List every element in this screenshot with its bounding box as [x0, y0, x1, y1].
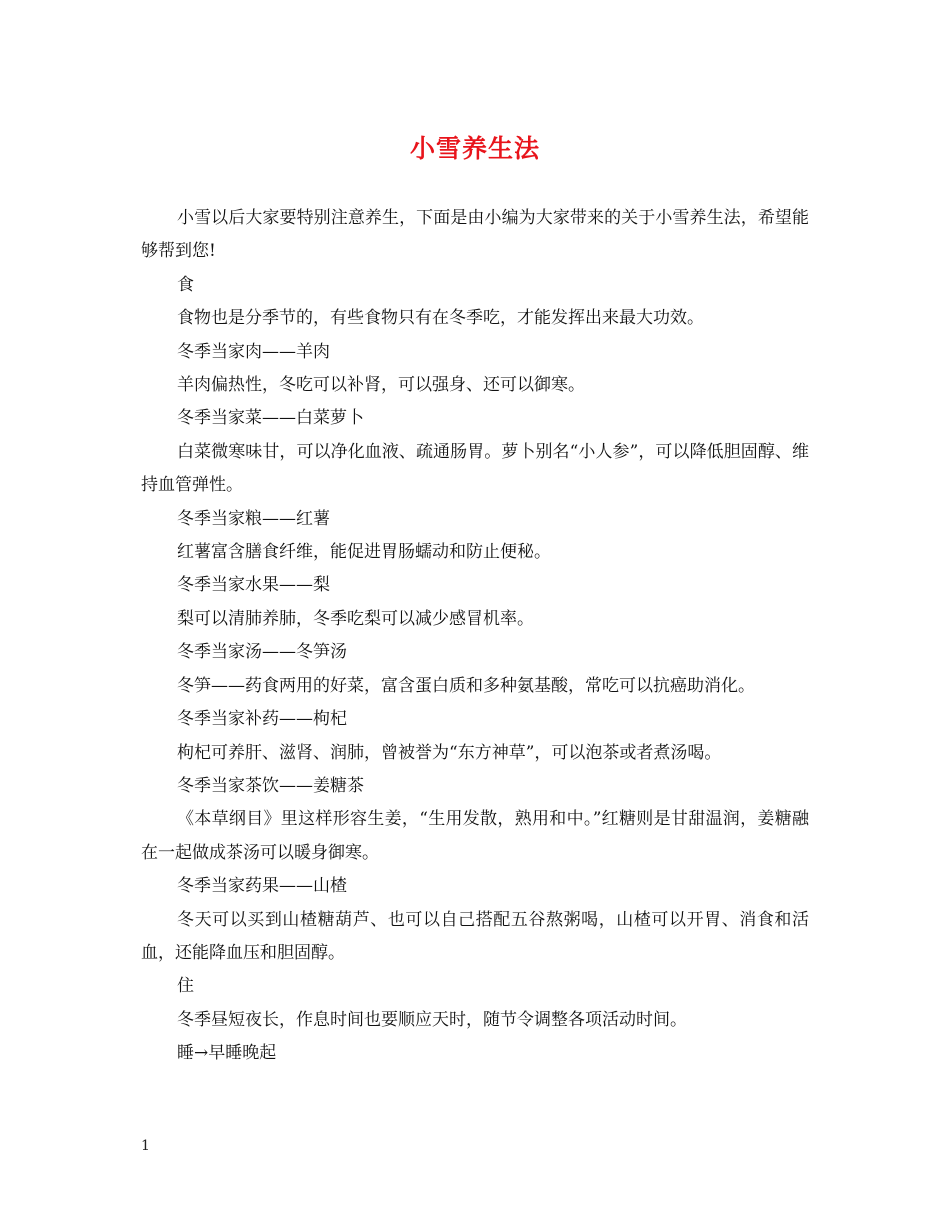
subheading-grain: 冬季当家粮——红薯 [177, 508, 330, 529]
subheading-soup: 冬季当家汤——冬笋汤 [177, 642, 347, 663]
document-body [141, 202, 809, 1071]
paragraph: 冬天可以买到山楂糖葫芦、也可以自己搭配五谷熬粥喝，山楂可以开胃、消食和活血，还能降血压和胆固醇。 [141, 909, 809, 963]
subheading-medicinal-fruit: 冬季当家药果——山楂 [177, 876, 347, 897]
paragraph: 枸杞可养肝、滋肾、润肺，曾被誉为“东方神草”，可以泡茶或者煮汤喝。 [177, 742, 722, 763]
subheading-meat: 冬季当家肉——羊肉 [177, 341, 330, 362]
intro-paragraph: 小雪以后大家要特别注意养生，下面是由小编为大家带来的关于小雪养生法，希望能够帮到您! [141, 208, 809, 262]
paragraph: 红薯富含膳食纤维，能促进胃肠蠕动和防止便秘。 [177, 542, 551, 563]
paragraph: 冬笋——药食两用的好菜，富含蛋白质和多种氨基酸，常吃可以抗癌助消化。 [177, 675, 755, 696]
section-heading-food: 食 [177, 274, 194, 295]
section-heading-living: 住 [177, 976, 194, 997]
subheading-tonic: 冬季当家补药——枸杞 [177, 709, 347, 730]
document-title: 小雪养生法 [409, 134, 540, 163]
paragraph: 梨可以清肺养肺，冬季吃梨可以减少感冒机率。 [177, 608, 534, 629]
page-number: 1 [141, 1138, 150, 1154]
paragraph: 《本草纲目》里这样形容生姜，“生用发散，熟用和中。”红糖则是甘甜温润，姜糖融在一起做成茶汤可以暖身御寒。 [141, 809, 809, 863]
paragraph: 白菜微寒味甘，可以净化血液、疏通肠胃。萝卜别名“小人参”，可以降低胆固醇、维持血管弹性。 [141, 441, 809, 496]
paragraph: 冬季昼短夜长，作息时间也要顺应天时，随节令调整各项活动时间。 [177, 1009, 687, 1030]
subheading-tea: 冬季当家茶饮——姜糖茶 [177, 775, 364, 796]
subheading-vegetable: 冬季当家菜——白菜萝卜 [177, 408, 364, 429]
subheading-fruit: 冬季当家水果——梨 [177, 575, 330, 596]
paragraph: 羊肉偏热性，冬吃可以补肾，可以强身、还可以御寒。 [177, 375, 585, 396]
paragraph: 食物也是分季节的，有些食物只有在冬季吃，才能发挥出来最大功效。 [177, 308, 704, 329]
subheading-sleep: 睡→早睡晚起 [177, 1043, 277, 1064]
